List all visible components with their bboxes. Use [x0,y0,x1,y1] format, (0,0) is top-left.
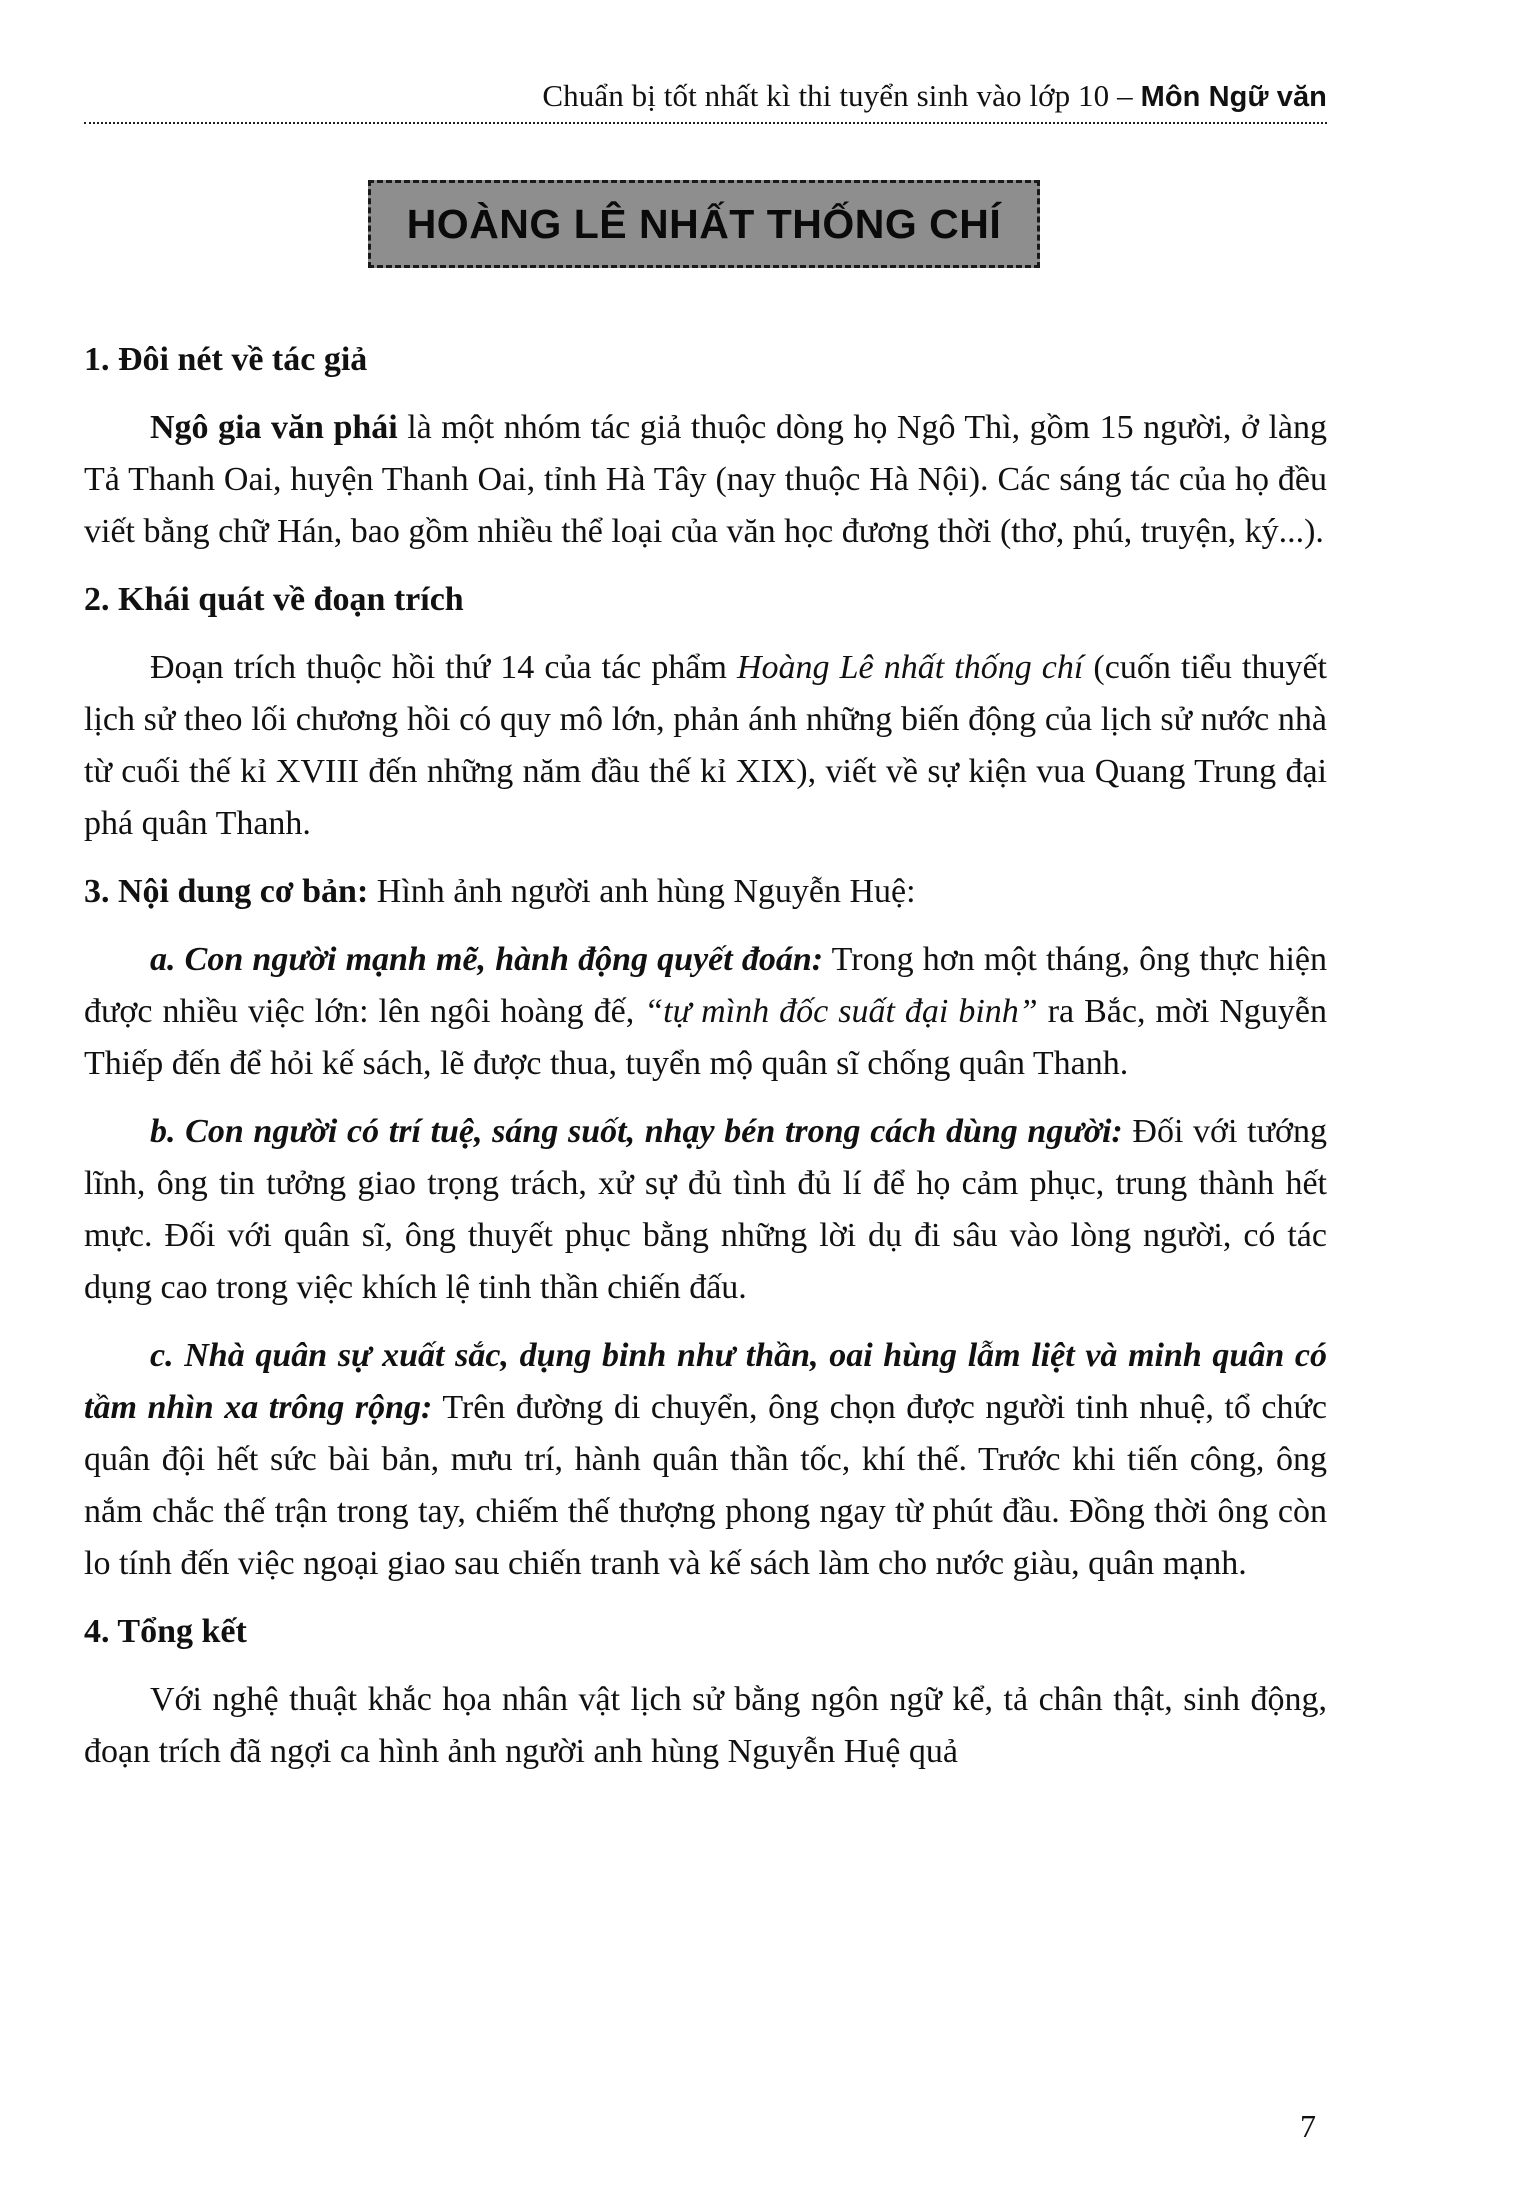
chapter-title: HOÀNG LÊ NHẤT THỐNG CHÍ [406,200,1002,247]
running-subject: Môn Ngữ văn [1140,81,1327,113]
section-2-paragraph: Đoạn trích thuộc hồi thứ 14 của tác phẩm Hoàng Lê nhất thống chí (cuốn tiểu thuyết lịch sử theo lối chương hồi có quy mô lớn, phản ánh những biến động của lịch sử nước nhà từ cuối thế kỉ XVIII đến những năm đầu thế kỉ XIX), viết về sự kiện vua Quang Trung đại phá quân Thanh. [84,649,1327,842]
section-2-heading: 2. Khái quát về đoạn trích [84,581,464,618]
section-3a-paragraph: a. Con người mạnh mẽ, hành động quyết đoán: Trong hơn một tháng, ông thực hiện được nhiều việc lớn: lên ngôi hoàng đế, “tự mình đốc suất đại binh” ra Bắc, mời Nguyễn Thiếp đến để hỏi kế sách, lẽ được thua, tuyển mộ quân sĩ chống quân Thanh. [84,941,1327,1082]
section-4-heading: 4. Tổng kết [84,1613,247,1650]
section-1-paragraph: Ngô gia văn phái là một nhóm tác giả thuộc dòng họ Ngô Thì, gồm 15 người, ở làng Tả Thanh Oai, huyện Thanh Oai, tỉnh Hà Tây (nay thuộc Hà Nội). Các sáng tác của họ đều viết bằng chữ Hán, bao gồm nhiều thể loại của văn học đương thời (thơ, phú, truyện, ký...). [84,409,1327,550]
author-group-name: Ngô gia văn phái [150,409,398,446]
point-a-lead: a. Con người mạnh mẽ, hành động quyết đoán: [150,941,824,978]
section-3-heading: 3. Nội dung cơ bản: Hình ảnh người anh hùng Nguyễn Huệ: [84,873,916,910]
point-c-lead: c. Nhà quân sự xuất sắc, dụng binh như thần, oai hùng lẫm liệt và minh quân có tầm nhìn xa trông rộng: [84,1337,1327,1426]
chapter-title-box [368,180,1040,268]
point-b-lead: b. Con người có trí tuệ, sáng suốt, nhạy bén trong cách dùng người: [150,1113,1123,1150]
section-1-heading: 1. Đôi nét về tác giả [84,341,368,378]
page-number: 7 [1300,2108,1316,2144]
section-4-paragraph: Với nghệ thuật khắc họa nhân vật lịch sử bằng ngôn ngữ kể, tả chân thật, sinh động, đoạn trích đã ngợi ca hình ảnh người anh hùng Nguyễn Huệ quả [84,1681,1327,1770]
quote: “tự mình đốc suất đại binh” [644,993,1038,1030]
running-header [84,78,1327,114]
section-3c-paragraph: c. Nhà quân sự xuất sắc, dụng binh như thần, oai hùng lẫm liệt và minh quân có tầm nhìn xa trông rộng: Trên đường di chuyển, ông chọn được người tinh nhuệ, tổ chức quân đội hết sức bài bản, mưu trí, hành quân thần tốc, khí thế. Trước khi tiến công, ông nắm chắc thế trận trong tay, chiếm thế thượng phong ngay từ phút đầu. Đồng thời ông còn lo tính đến việc ngoại giao sau chiến tranh và kế sách làm cho nước giàu, quân mạnh. [84,1337,1328,1582]
work-title: Hoàng Lê nhất thống chí [736,649,1084,686]
header-rule [84,122,1327,124]
page-body [84,334,1327,1778]
running-title: Chuẩn bị tốt nhất kì thi tuyển sinh vào lớp 10 – [542,78,1141,113]
section-3b-paragraph: b. Con người có trí tuệ, sáng suốt, nhạy bén trong cách dùng người: Đối với tướng lĩnh, ông tin tưởng giao trọng trách, xử sự đủ tình đủ lí để họ cảm phục, trung thành hết mực. Đối với quân sĩ, ông thuyết phục bằng những lời dụ đi sâu vào lòng người, có tác dụng cao trong việc khích lệ tinh thần chiến đấu. [84,1113,1327,1306]
